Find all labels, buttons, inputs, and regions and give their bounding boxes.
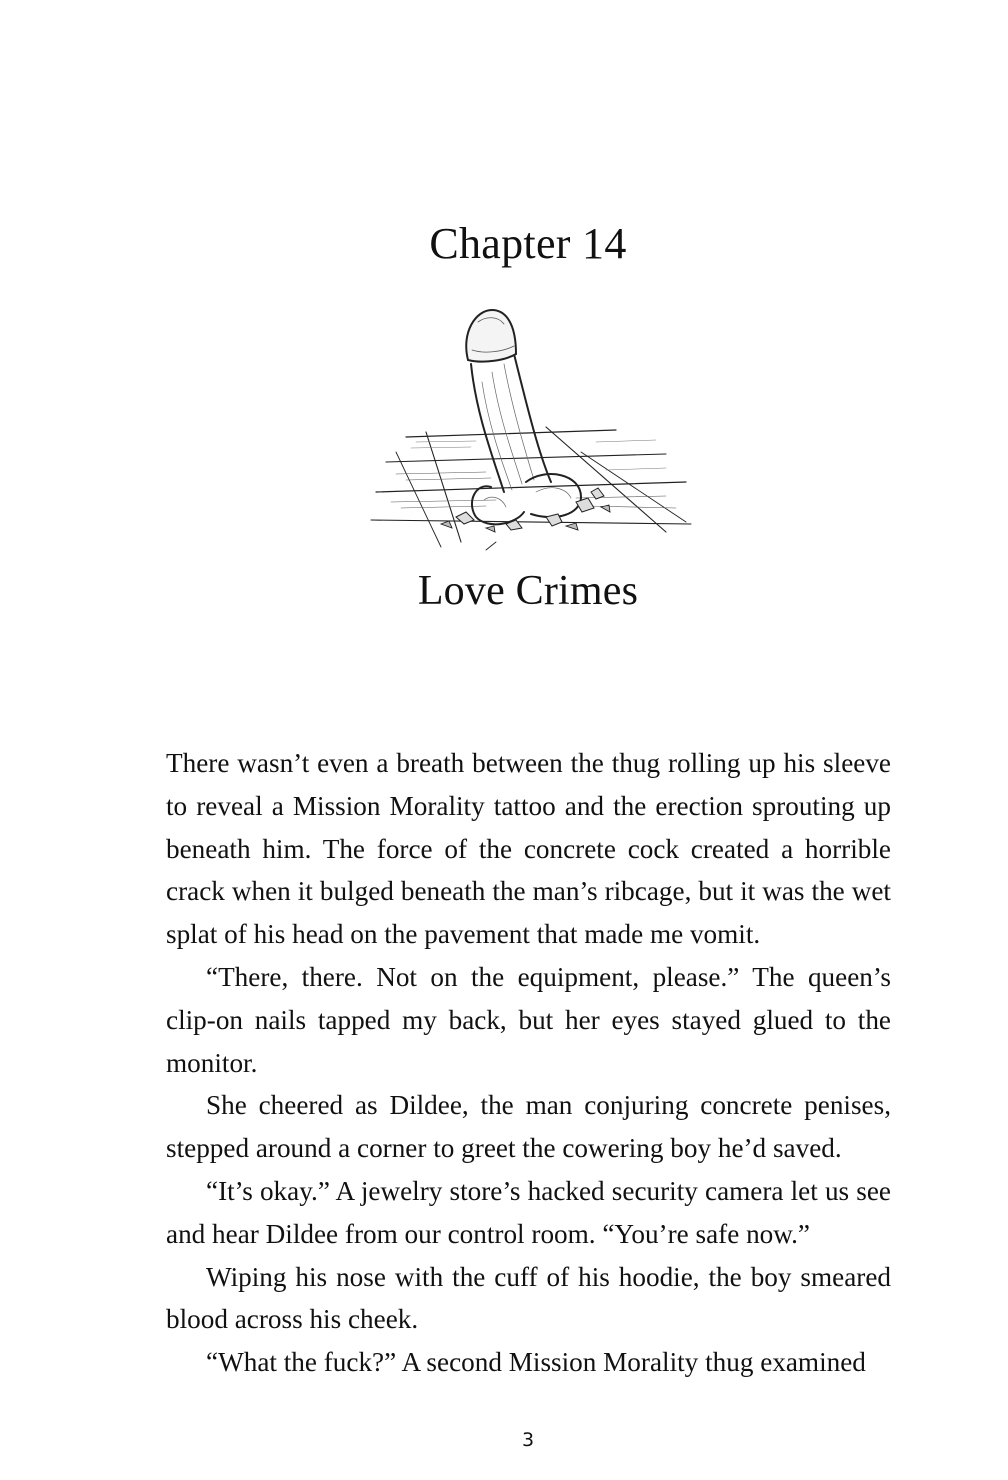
- concrete-phallus-sketch-icon: [366, 302, 696, 552]
- paragraph: She cheered as Dildee, the man conjuring concrete penises, stepped around a corner to greet the cowering boy he’d saved.: [166, 1090, 891, 1164]
- chapter-body: [166, 742, 891, 1384]
- chapter-title: Love Crimes: [417, 568, 639, 614]
- paragraph: There wasn’t even a breath between the thug rolling up his sleeve to reveal a Mission Morality tattoo and the erection sprouting up beneath him. The force of the concrete cock created a horrible crack when it bulged beneath the man’s ribcage, but it was the wet splat of his head on the pavement that made me vomit.: [166, 748, 891, 950]
- paragraph: “It’s okay.” A jewelry store’s hacked security camera let us see and hear Dildee from our control room. “You’re safe now.”: [166, 1175, 891, 1249]
- page-number: 3: [521, 1429, 535, 1451]
- chapter-illustration: [366, 302, 696, 552]
- chapter-number: Chapter 14: [429, 219, 627, 268]
- paragraph: “What the fuck?” A second Mission Morality thug examined: [206, 1347, 866, 1378]
- paragraph: Wiping his nose with the cuff of his hoodie, the boy smeared blood across his cheek.: [166, 1261, 891, 1335]
- paragraph: “There, there. Not on the equipment, please.” The queen’s clip-on nails tapped my back, but her eyes stayed glued to the monitor.: [166, 961, 891, 1078]
